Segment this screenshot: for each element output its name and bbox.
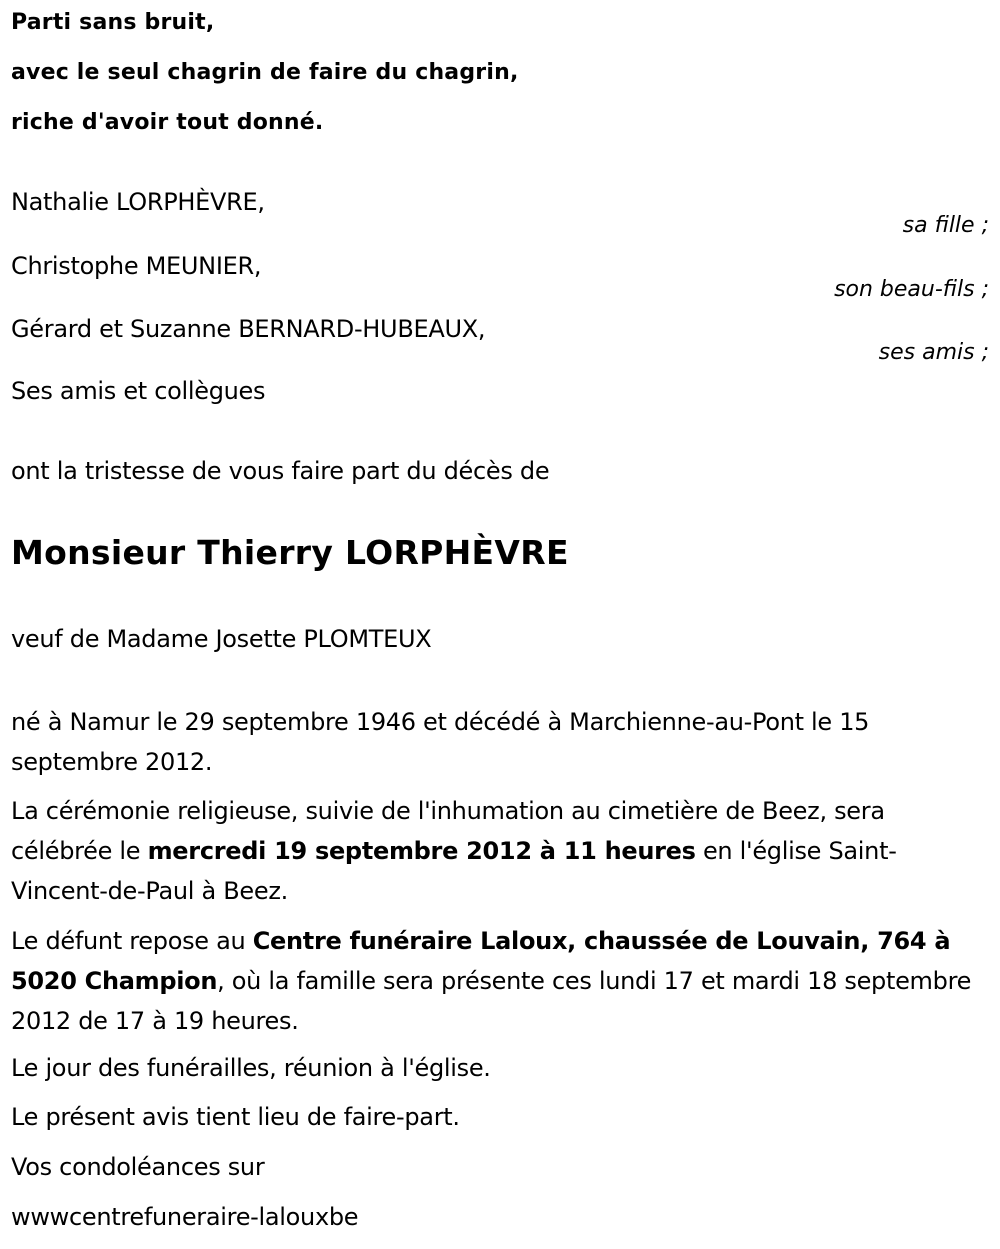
family-name-2: Christophe MEUNIER, (11, 252, 262, 280)
family-relation-1: sa fille ; (902, 213, 989, 238)
epitaph-line-3: riche d'avoir tout donné. (11, 110, 324, 135)
family-name-4: Ses amis et collègues (11, 377, 266, 405)
deceased-name: Monsieur Thierry LORPHÈVRE (11, 533, 569, 572)
announcement-text: ont la tristesse de vous faire part du décès de (11, 457, 550, 485)
ceremony-paragraph (11, 791, 989, 911)
widower-of-text: veuf de Madame Josette PLOMTEUX (11, 625, 432, 653)
family-name-1: Nathalie LORPHÈVRE, (11, 188, 265, 216)
condolences-url[interactable]: wwwcentrefuneraire-lalouxbe (11, 1203, 359, 1231)
rest-text-before: Le défunt repose au (11, 927, 253, 955)
rest-location: Centre funéraire Laloux, chaussée de Louvain, 764 à 5020 Champion (11, 927, 951, 995)
birth-death-paragraph: né à Namur le 29 septembre 1946 et décédé à Marchienne-au-Pont le 15 septembre 2012. (11, 708, 870, 776)
epitaph-line-1: Parti sans bruit, (11, 10, 215, 35)
family-relation-3: ses amis ; (878, 340, 989, 365)
rest-paragraph (11, 921, 989, 1041)
ceremony-date-time: mercredi 19 septembre 2012 à 11 heures (147, 837, 696, 865)
condolences-label: Vos condoléances sur (11, 1153, 265, 1181)
family-relation-2: son beau-fils ; (834, 277, 989, 302)
meeting-text: Le jour des funérailles, réunion à l'église. (11, 1054, 491, 1082)
notice-text: Le présent avis tient lieu de faire-part. (11, 1103, 460, 1131)
rest-text-after: , où la famille sera présente ces lundi 17 et mardi 18 septembre 2012 de 17 à 19 heures. (11, 967, 972, 1035)
ceremony-text-before: La cérémonie religieuse, suivie de l'inhumation au cimetière de Beez, sera célébrée le (11, 797, 885, 865)
family-name-3: Gérard et Suzanne BERNARD-HUBEAUX, (11, 315, 486, 343)
ceremony-text-after: en l'église Saint-Vincent-de-Paul à Beez. (11, 837, 897, 905)
epitaph-line-2: avec le seul chagrin de faire du chagrin, (11, 60, 519, 85)
